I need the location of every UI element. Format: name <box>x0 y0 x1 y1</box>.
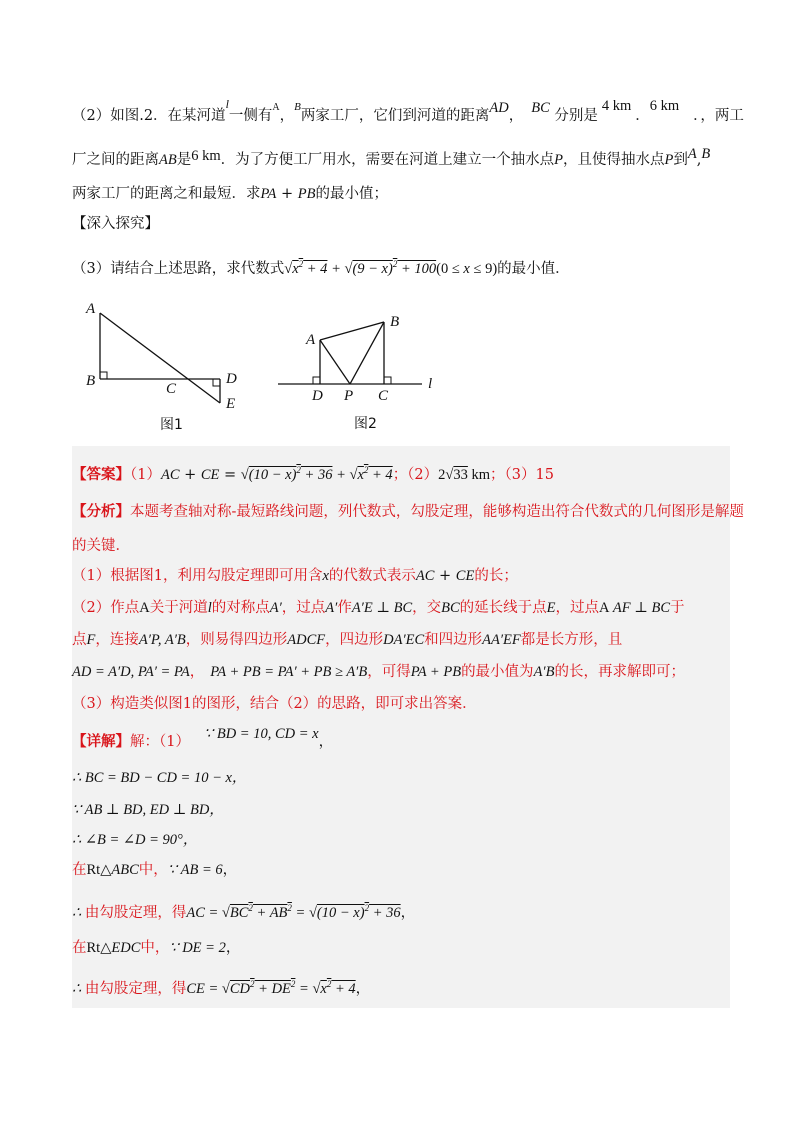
text: ，过点 <box>555 600 600 616</box>
analysis-label: 【分析】 <box>72 503 130 520</box>
analysis-step2a: （2）作点A关于河道l的对称点A′，过点A′作A′E ⊥ BC，交BC的延长线于点E，过点A AF ⊥ BC于 <box>72 600 685 616</box>
figure-1 <box>80 295 260 435</box>
text: 的代数式表示 <box>328 568 416 584</box>
text: （1） <box>130 466 161 483</box>
label-D: D <box>312 388 323 404</box>
label-C: C <box>166 381 177 397</box>
text: 两家工厂，它们到河道的距离 <box>300 108 490 124</box>
detail-line1: 【详解】解：（1） ∵ BD = 10, CD = x， <box>72 726 334 750</box>
label-C: C <box>378 388 389 404</box>
label-D: D <box>226 371 237 387</box>
text: 一侧有 <box>228 108 273 124</box>
text: 中， <box>140 940 170 956</box>
detail-label: 【详解】 <box>72 733 130 750</box>
text: 和四边形 <box>424 632 483 648</box>
text: ，过点 <box>281 600 326 616</box>
text: 的最小值； <box>315 186 388 202</box>
label-A: A <box>306 332 316 348</box>
analysis-line1 <box>72 502 744 522</box>
answer-line: 【答案】（1）AC + CE = $√(10 - x)^2 + 36 + √x^2 + 4$；（2）2√33 km；（3）15 <box>72 465 554 483</box>
text: 作 <box>337 600 352 616</box>
text: 点 <box>72 632 87 648</box>
label-E: E <box>226 396 236 412</box>
text: ，则易得四边形 <box>185 632 288 648</box>
text: （2）作点 <box>72 600 140 616</box>
text: 由勾股定理，得 <box>84 980 187 997</box>
text: 解：（1） <box>130 734 190 750</box>
detail-line4: ∴ ∠B = ∠D = 90°， <box>72 832 198 848</box>
text: 的长； <box>474 568 518 584</box>
text: 厂之间的距离 <box>72 152 159 168</box>
text: 由勾股定理，得 <box>84 904 187 921</box>
fig2-caption: 图2 <box>354 416 377 432</box>
text: ，且使得抽水点 <box>562 152 665 168</box>
text: 在 <box>72 940 87 956</box>
text: ，连接 <box>95 632 139 648</box>
text: 中， <box>138 862 168 878</box>
text: 的最小值为 <box>461 664 534 680</box>
text: 的长，再求解即可； <box>554 664 685 680</box>
section-heading: 【深入探究】 <box>72 216 159 232</box>
text: 分别是 <box>554 108 598 124</box>
text: 的最小值． <box>497 260 570 277</box>
text: 都是长方形，且 <box>520 632 623 648</box>
text: ；（2） <box>392 466 439 483</box>
detail-line8: ∴ 由勾股定理，得CE = $√CD^2 + DE^2 = √x^2 + 4$， <box>72 979 371 997</box>
detail-line6: ∴ 由勾股定理，得AC = $√BC^2 + AB^2 = √(10 - x)^2 + 36$， <box>72 903 416 921</box>
analysis-step1: （1）根据图1，利用勾股定理即可用含x的代数式表示AC + CE的长； <box>72 568 518 584</box>
label-P: P <box>344 388 354 404</box>
text: km <box>471 466 491 483</box>
part2-line1: （2）如图.2．在某河道$^l$一侧有$^A$，$^B$两家工厂，它们到河道的距离AD， BC 分别是4 km．6 km．，两工 <box>72 97 744 124</box>
analysis-step3: （3）构造类似图1的图形，结合（2）的思路，即可求出答案． <box>72 696 477 712</box>
analysis-step2c: AD = A′D, PA′ = PA， PA + PB = PA′ + PB ≥ A′B，可得PA + PB的最小值为A′B的长，再求解即可； <box>72 664 685 680</box>
analysis-line2: 的关键． <box>72 538 130 554</box>
analysis-step2b: 点F，连接A′P, A′B，则易得四边形ADCF，四边形DA′EC和四边形AA′EF都是长方形，且 <box>72 632 623 648</box>
detail-line3: ∵ AB ⊥ BD, ED ⊥ BD， <box>72 802 224 818</box>
label-B: B <box>390 314 400 330</box>
text: ．为了方便工厂用水，需要在河道上建立一个抽水点 <box>220 152 555 168</box>
text: 的对称点 <box>211 600 270 616</box>
part2-line2: 厂之间的距离AB是6 km．为了方便工厂用水，需要在河道上建立一个抽水点P，且使得抽水点P到A,B <box>72 146 711 168</box>
detail-line7: 在Rt△EDC中，∵ DE = 2， <box>72 940 241 956</box>
text: 在 <box>72 862 87 878</box>
text: 的延长线于点 <box>459 600 547 616</box>
text: 于 <box>670 600 685 616</box>
detail-line5: 在Rt△ABC中，∵ AB = 6， <box>72 862 238 878</box>
text: （1）根据图1，利用勾股定理即可用含 <box>72 568 323 584</box>
text: （2）如图.2．在某河道 <box>72 108 226 124</box>
text: ，四边形 <box>325 632 384 648</box>
text: 两家工厂的距离之和最短．求 <box>72 186 261 202</box>
text: ；（3）15 <box>490 466 554 483</box>
figure-2 <box>270 310 450 435</box>
label-A: A <box>86 301 96 317</box>
text: 到 <box>673 152 688 168</box>
fig1-caption: 图1 <box>160 417 183 433</box>
label-l: l <box>428 376 433 392</box>
detail-line2: ∴ BC = BD − CD = 10 − x， <box>72 770 247 786</box>
text: ，可得 <box>367 664 411 680</box>
text: （3）请结合上述思路，求代数式 <box>72 260 285 277</box>
text: ，交 <box>412 600 442 616</box>
answer-box <box>72 446 730 1008</box>
answer-label: 【答案】 <box>72 465 130 483</box>
part2-line3: 两家工厂的距离之和最短．求PA + PB的最小值； <box>72 186 388 202</box>
text: 本题考查轴对称-最短路线问题，列代数式，勾股定理，能够构造出符合代数式的几何图形是解题 <box>130 504 744 520</box>
text: ，两工 <box>700 108 744 124</box>
text: 是 <box>176 152 192 168</box>
part3-line: （3）请结合上述思路，求代数式$√x^2 + 4 + √(9 - x)^2 + 100(0 \le x \le 9)$的最小值． <box>72 259 570 277</box>
text: 关于河道 <box>149 600 208 616</box>
label-B: B <box>86 373 96 389</box>
